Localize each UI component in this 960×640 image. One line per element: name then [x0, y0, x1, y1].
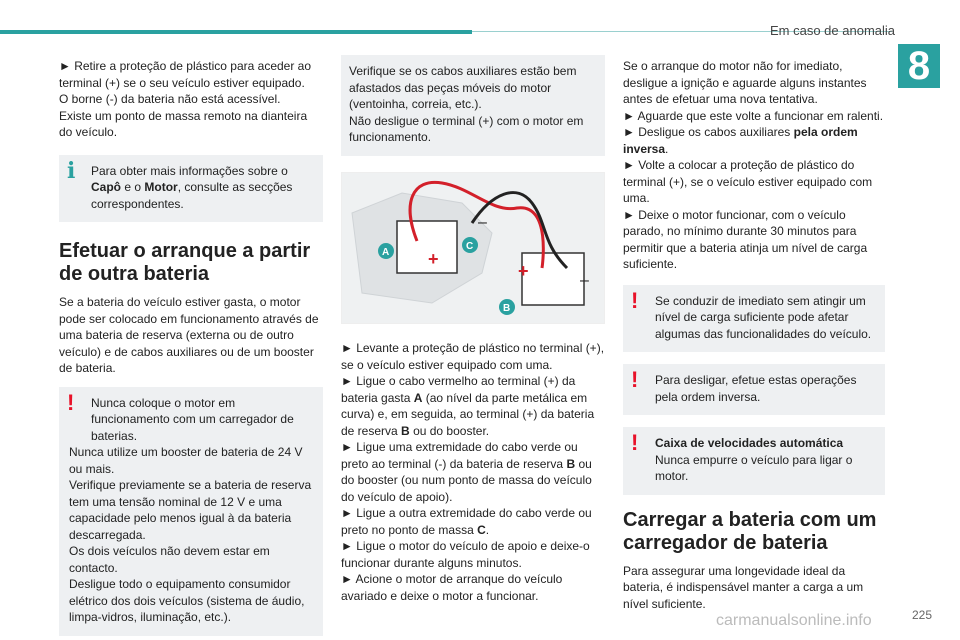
jump-start-diagram	[341, 172, 605, 324]
step: ► Levante a proteção de plástico no terminal (+), se o veículo estiver equipado com uma.	[341, 341, 605, 372]
warning-icon: !	[631, 367, 639, 392]
warning-note: ! Nunca coloque o motor em funcionamento com um carregador de baterias. Nunca utilize um booster de bateria de 24 V ou mais. Verifique previamente se a bateria de reserva tem uma tensão nominal de 12 V e uma capacidade pelo menos igual à da bateria descarregada. Os dois veículos não devem estar em contacto. Desligue todo o equipamento consumidor elétrico dos dois veículos (sistema de áudio, limpa-vidros, iluminação, etc.).	[59, 387, 323, 636]
column-1	[59, 58, 323, 636]
minus-label-b: –	[580, 271, 589, 289]
step: ► Ligue o cabo vermelho ao terminal (+) da bateria gasta A (ao nível da parte metálica em curva) e, em seguida, ao terminal (+) da bateria de reserva B ou do booster.	[341, 374, 595, 438]
step: ► Deixe o motor funcionar, com o veículo parado, no mínimo durante 30 minutos para permitir que a bateria atinja um nível de carga suficiente.	[623, 207, 868, 271]
battery-b	[522, 253, 584, 305]
step: ► Desligue os cabos auxiliares pela ordem inversa.	[623, 125, 858, 156]
marker-b-label: B	[503, 302, 511, 314]
watermark: carmanualsonline.info	[716, 612, 872, 629]
plus-label-a: +	[428, 248, 439, 269]
info-text: Para obter mais informações sobre o Capô e o Motor, consulte as secções correspondentes.	[91, 163, 293, 211]
section-heading: Efetuar o arranque a partir de outra bateria	[59, 240, 311, 285]
step: ► Aguarde que este volte a funcionar em ralenti.	[623, 108, 884, 123]
step: ► Ligue uma extremidade do cabo verde ou preto ao terminal (-) da bateria de reserva B ou do booster (ou num ponto de massa do veículo do veículo de apoio).	[341, 440, 592, 504]
warning-icon: !	[631, 430, 639, 455]
intro-paragraph: Se a bateria do veículo estiver gasta, o motor pode ser colocado em funcionamento através de uma bateria de reserva (externa ou de outro veículo) e de cabos auxiliares ou de um booster de bateria.	[59, 295, 319, 375]
warning-icon: !	[67, 389, 75, 415]
column-3	[623, 58, 885, 612]
section-title: Em caso de anomalia	[770, 23, 896, 38]
warning-note: ! Para desligar, efetue estas operações pela ordem inversa.	[623, 364, 885, 415]
section-heading: Carregar a bateria com um carregador de bateria	[623, 508, 877, 554]
info-note	[59, 155, 323, 223]
minus-label-c: –	[478, 213, 487, 231]
paragraph: Se o arranque do motor não for imediato, desligue a ignição e aguarde alguns instantes antes de efetuar uma nova tentativa.	[623, 59, 867, 106]
marker-a-label: A	[382, 246, 390, 258]
paragraph: O borne (-) da bateria não está acessível.	[59, 92, 281, 106]
battery-a	[397, 221, 457, 273]
intro-paragraph: Para assegurar uma longevidade ideal da bateria, é indispensável manter a carga a um nível suficiente.	[623, 563, 864, 611]
step: ► Ligue a outra extremidade do cabo verde ou preto no ponto de massa C.	[341, 506, 592, 537]
cable-note: Verifique se os cabos auxiliares estão bem afastados das peças móveis do motor (ventoinha, correia, etc.). Não desligue o terminal (+) com o motor em funcionamento.	[341, 55, 605, 156]
header-accent-bar	[0, 30, 472, 34]
step: ► Volte a colocar a proteção de plástico do terminal (+), se o veículo estiver equipado com uma.	[623, 158, 873, 205]
info-icon: i	[67, 157, 76, 184]
warning-icon: !	[631, 287, 639, 313]
step: ► Ligue o motor do veículo de apoio e deixe-o funcionar durante alguns minutos.	[341, 539, 590, 570]
chapter-number: 8	[898, 44, 940, 88]
warning-note: ! Se conduzir de imediato sem atingir um nível de carga suficiente pode afetar algumas das funcionalidades do veículo.	[623, 285, 885, 353]
marker-c-label: C	[466, 240, 474, 252]
column-2	[341, 55, 605, 604]
step: ► Acione o motor de arranque do veículo avariado e deixe o motor a funcionar.	[341, 572, 563, 603]
plus-label-b: +	[518, 260, 529, 281]
paragraph: Existe um ponto de massa remoto na dianteira do veículo.	[59, 108, 308, 139]
paragraph: ► Retire a proteção de plástico para aceder ao terminal (+) se o seu veículo estiver equipado.	[59, 59, 312, 90]
warning-note: ! Caixa de velocidades automática Nunca empurre o veículo para ligar o motor.	[623, 427, 885, 495]
page-number: 225	[912, 608, 933, 622]
